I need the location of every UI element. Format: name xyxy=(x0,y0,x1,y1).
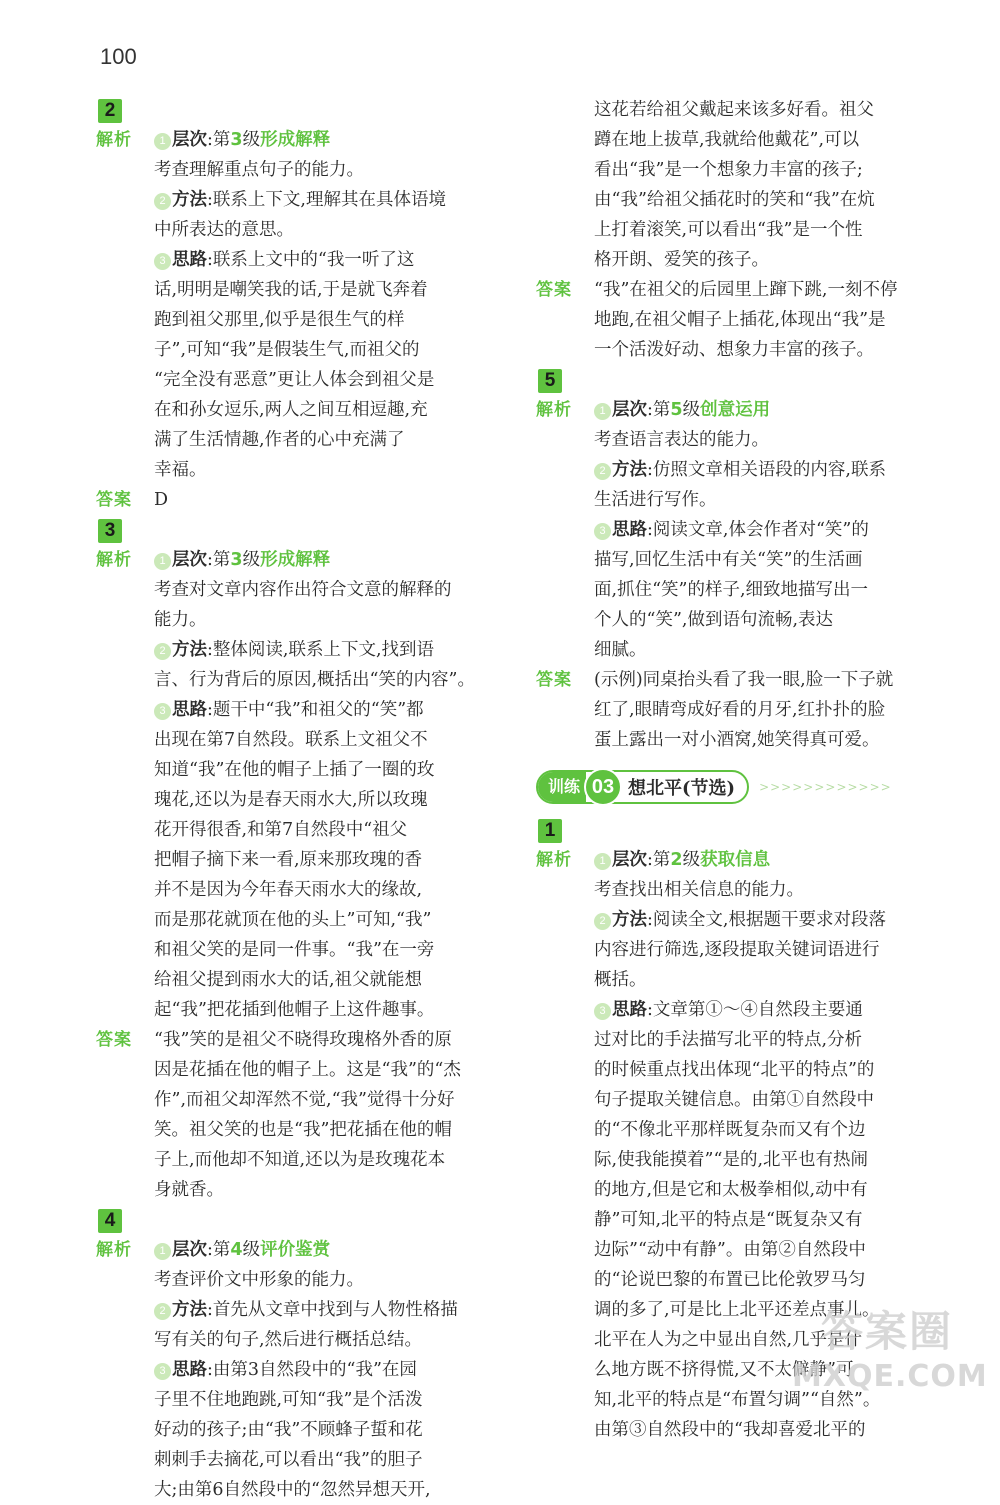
level-number: 5 xyxy=(670,400,683,420)
analysis-line xyxy=(594,485,946,515)
text-line: “我”在祖父的后园里上蹿下跳,一刻不停 xyxy=(594,280,898,300)
line-text: 内容进行筛选,逐段提取关键词语进行 xyxy=(594,940,880,960)
right-column xyxy=(536,95,946,1445)
keyword: 层次 xyxy=(612,400,647,420)
keyword: 方法 xyxy=(172,190,207,210)
line-text: 由第③自然段中的“我却喜爱北平的 xyxy=(594,1420,866,1440)
line-text: 的时候重点找出体现“北平的特点”的 xyxy=(594,1060,875,1080)
step-number-icon: 1 xyxy=(594,403,611,420)
analysis-line xyxy=(154,335,504,365)
line-text: 个人的“笑”,做到语句流畅,表达 xyxy=(594,610,834,630)
answer-tag: 答案 xyxy=(96,490,132,510)
analysis-line xyxy=(154,695,504,725)
level-name: 形成解释 xyxy=(260,130,331,150)
line-text: 满了生活情趣,作者的心中充满了 xyxy=(154,430,405,450)
step-number-icon: 1 xyxy=(154,553,171,570)
analysis-line xyxy=(594,1205,946,1235)
answer-tag: 答案 xyxy=(96,1030,132,1050)
question-number-badge: 2 xyxy=(98,99,122,123)
analysis-line xyxy=(154,995,504,1025)
line-text: 考查理解重点句子的能力。 xyxy=(154,160,364,180)
step-number-icon: 3 xyxy=(594,523,611,540)
analysis-line xyxy=(594,1025,946,1055)
level-name: 创意运用 xyxy=(700,400,771,420)
text-line: 笑。祖父笑的也是“我”把花插在他的帽 xyxy=(154,1120,452,1140)
analysis-line xyxy=(154,1265,504,1295)
question-2 xyxy=(96,95,504,515)
keyword: 思路 xyxy=(612,1000,647,1020)
analysis-line xyxy=(594,1415,946,1445)
question-3 xyxy=(96,515,504,1205)
text-line: 蛋上露出一对小酒窝,她笑得真可爱。 xyxy=(594,730,880,750)
line-text: 写有关的句子,然后进行概括总结。 xyxy=(154,1330,423,1350)
analysis-body xyxy=(154,1235,504,1505)
text-line: 子上,而他却不知道,还以为是玫瑰花本 xyxy=(154,1150,446,1170)
analysis-line xyxy=(594,395,946,425)
analysis-line xyxy=(594,425,946,455)
line-text: 的“不像北平那样既复杂而又有个边 xyxy=(594,1120,866,1140)
analysis-line xyxy=(154,845,504,875)
analysis-line xyxy=(154,125,504,155)
line-text: 调的多了,可是比上北平还差点事儿。 xyxy=(594,1300,880,1320)
level-prefix: :第 xyxy=(207,130,231,150)
step-number-icon: 1 xyxy=(154,133,171,150)
analysis-line xyxy=(154,275,504,305)
analysis-line xyxy=(154,1385,504,1415)
section-number: 03 xyxy=(584,768,622,806)
line-text: 北平在人为之中显出自然,几乎是什 xyxy=(594,1330,863,1350)
text-line: 因是花插在他的帽子上。这是“我”的“杰 xyxy=(154,1060,461,1080)
text-line: 作”,而祖父却浑然不觉,“我”觉得十分好 xyxy=(154,1090,455,1110)
analysis-line xyxy=(154,305,504,335)
keyword: 层次 xyxy=(172,550,207,570)
analysis-line xyxy=(594,605,946,635)
level-prefix: :第 xyxy=(647,400,671,420)
analysis-tag: 解析 xyxy=(96,1240,132,1260)
line-text: 面,抓住“笑”的样子,细致地描写出一 xyxy=(594,580,869,600)
step-number-icon: 1 xyxy=(154,1243,171,1260)
analysis-line xyxy=(154,1415,504,1445)
analysis-line xyxy=(154,1295,504,1325)
answer-body xyxy=(154,485,504,515)
analysis-line xyxy=(154,215,504,245)
level-name: 形成解释 xyxy=(260,550,331,570)
analysis-line xyxy=(594,935,946,965)
question-number-badge: 3 xyxy=(98,519,122,543)
line-text: :整体阅读,联系上下文,找到语 xyxy=(207,640,435,660)
keyword: 层次 xyxy=(612,850,647,870)
line-text: 好动的孩子;由“我”不顾蜂子蜇和花 xyxy=(154,1420,423,1440)
analysis-line xyxy=(154,1475,504,1505)
keyword: 方法 xyxy=(612,910,647,930)
question-5 xyxy=(536,365,946,755)
line-text: 边际”“动中有静”。由第②自然段中 xyxy=(594,1240,866,1260)
analysis-line xyxy=(594,1115,946,1145)
keyword: 方法 xyxy=(612,460,647,480)
analysis-line xyxy=(594,905,946,935)
text-line: 这花若给祖父戴起来该多好看。祖父 xyxy=(594,100,874,120)
line-text: 概括。 xyxy=(594,970,647,990)
analysis-line xyxy=(154,755,504,785)
line-text: 中所表达的意思。 xyxy=(154,220,294,240)
line-text: 句子提取关键信息。由第①自然段中 xyxy=(594,1090,874,1110)
analysis-line xyxy=(594,545,946,575)
line-text: 的“论说巴黎的布置已比伦敦罗马匀 xyxy=(594,1270,866,1290)
analysis-line xyxy=(154,245,504,275)
analysis-tag: 解析 xyxy=(536,850,572,870)
analysis-line xyxy=(594,995,946,1025)
line-text: 言、行为背后的原因,概括出“笑的内容”。 xyxy=(154,670,475,690)
chevron-arrows-icon: >>>>>>>>>>>> xyxy=(759,780,892,794)
analysis-line xyxy=(594,635,946,665)
step-number-icon: 3 xyxy=(154,253,171,270)
analysis-line xyxy=(154,155,504,185)
section-header xyxy=(536,769,946,805)
level-suffix: 级 xyxy=(242,1240,261,1260)
line-text: 描写,回忆生活中有关“笑”的生活画 xyxy=(594,550,863,570)
keyword: 方法 xyxy=(172,640,207,660)
line-text: :由第3自然段中的“我”在园 xyxy=(207,1360,417,1380)
analysis-line xyxy=(154,185,504,215)
line-text: 际,使我能摸着”“是的,北平也有热闹 xyxy=(594,1150,869,1170)
line-text: 出现在第7自然段。联系上文祖父不 xyxy=(154,730,428,750)
level-name: 评价鉴赏 xyxy=(260,1240,331,1260)
text-line: “我”笑的是祖父不晓得玫瑰格外香的原 xyxy=(154,1030,452,1050)
step-number-icon: 3 xyxy=(594,1003,611,1020)
text-line: 蹲在地上拔草,我就给他戴花”,可以 xyxy=(594,130,860,150)
line-text: 考查对文章内容作出符合文意的解释的 xyxy=(154,580,452,600)
analysis-body xyxy=(594,395,946,665)
line-text: :阅读文章,体会作者对“笑”的 xyxy=(647,520,869,540)
line-text: 在和孙女逗乐,两人之间互相逗趣,充 xyxy=(154,400,428,420)
analysis-line xyxy=(594,575,946,605)
analysis-line xyxy=(594,1175,946,1205)
answer-tag: 答案 xyxy=(536,280,572,300)
line-text: 把帽子摘下来一看,原来那玫瑰的香 xyxy=(154,850,423,870)
line-text: 么地方既不挤得慌,又不太僻静”可 xyxy=(594,1360,854,1380)
analysis-line xyxy=(154,455,504,485)
question-number-badge: 5 xyxy=(538,369,562,393)
analysis-tag: 解析 xyxy=(96,130,132,150)
text-line: 身就香。 xyxy=(154,1180,224,1200)
analysis-line xyxy=(594,965,946,995)
line-text: 而是那花就顶在他的头上”可知,“我” xyxy=(154,910,432,930)
analysis-line xyxy=(154,605,504,635)
analysis-body xyxy=(154,545,504,1025)
line-text: :联系上下文,理解其在具体语境 xyxy=(207,190,446,210)
step-number-icon: 2 xyxy=(594,463,611,480)
analysis-line xyxy=(154,1235,504,1265)
analysis-body xyxy=(154,125,504,485)
keyword: 思路 xyxy=(172,1360,207,1380)
analysis-line xyxy=(154,875,504,905)
analysis-line xyxy=(154,665,504,695)
line-text: :阅读全文,根据题干要求对段落 xyxy=(647,910,886,930)
analysis-line xyxy=(594,1085,946,1115)
question-number-badge: 1 xyxy=(538,819,562,843)
step-number-icon: 3 xyxy=(154,703,171,720)
line-text: :题干中“我”和祖父的“笑”都 xyxy=(207,700,424,720)
line-text: 子里不住地跑跳,可知“我”是个活泼 xyxy=(154,1390,423,1410)
analysis-line xyxy=(594,1055,946,1085)
analysis-line xyxy=(154,395,504,425)
line-text: 跑到祖父那里,似乎是很生气的样 xyxy=(154,310,405,330)
text-line: 红了,眼睛弯成好看的月牙,红扑扑的脸 xyxy=(594,700,886,720)
line-text: 考查找出相关信息的能力。 xyxy=(594,880,804,900)
question-number-badge: 4 xyxy=(98,1209,122,1233)
level-suffix: 级 xyxy=(242,130,261,150)
level-number: 2 xyxy=(670,850,683,870)
level-suffix: 级 xyxy=(682,400,701,420)
line-text: 知道“我”在他的帽子上插了一圈的玫 xyxy=(154,760,435,780)
line-text: :联系上文中的“我一听了这 xyxy=(207,250,415,270)
line-text: 幸福。 xyxy=(154,460,207,480)
analysis-line xyxy=(594,1235,946,1265)
level-name: 获取信息 xyxy=(700,850,771,870)
text-line: 看出“我”是一个想象力丰富的孩子; xyxy=(594,160,863,180)
text-line: 格开朗、爱笑的孩子。 xyxy=(594,250,769,270)
text-line: (示例)同桌抬头看了我一眼,脸一下子就 xyxy=(594,670,894,690)
section-label: 训练 xyxy=(538,772,586,802)
level-number: 3 xyxy=(230,550,243,570)
analysis-line xyxy=(154,725,504,755)
line-text: 的地方,但是它和太极拳相似,动中有 xyxy=(594,1180,868,1200)
line-text: 考查评价文中形象的能力。 xyxy=(154,1270,364,1290)
level-prefix: :第 xyxy=(207,1240,231,1260)
analysis-line xyxy=(154,905,504,935)
analysis-line xyxy=(594,845,946,875)
step-number-icon: 3 xyxy=(154,1363,171,1380)
line-text: 花开得很香,和第7自然段中“祖父 xyxy=(154,820,408,840)
question-4 xyxy=(96,1205,504,1505)
analysis-tag: 解析 xyxy=(536,400,572,420)
keyword: 思路 xyxy=(172,700,207,720)
watermark-logo xyxy=(792,1299,988,1419)
line-text: 起“我”把花插到他帽子上这件趣事。 xyxy=(154,1000,435,1020)
analysis-line xyxy=(154,1355,504,1385)
analysis-line xyxy=(154,545,504,575)
level-prefix: :第 xyxy=(207,550,231,570)
answer-tag: 答案 xyxy=(536,670,572,690)
step-number-icon: 2 xyxy=(154,643,171,660)
text-line: 上打着滚笑,可以看出“我”是一个性 xyxy=(594,220,863,240)
line-text: 生活进行写作。 xyxy=(594,490,717,510)
step-number-icon: 2 xyxy=(594,913,611,930)
keyword: 方法 xyxy=(172,1300,207,1320)
line-text: “完全没有恶意”更让人体会到祖父是 xyxy=(154,370,435,390)
keyword: 层次 xyxy=(172,130,207,150)
text-line: 一个活泼好动、想象力丰富的孩子。 xyxy=(594,340,874,360)
analysis-body-continued xyxy=(594,95,946,275)
analysis-line xyxy=(154,785,504,815)
text-line: 由“我”给祖父插花时的笑和“我”在炕 xyxy=(594,190,875,210)
line-text: 考查语言表达的能力。 xyxy=(594,430,769,450)
analysis-line xyxy=(154,965,504,995)
analysis-line xyxy=(594,875,946,905)
analysis-line xyxy=(154,1445,504,1475)
line-text: 给祖父提到雨水大的话,祖父就能想 xyxy=(154,970,423,990)
line-text: 话,明明是嘲笑我的话,于是就飞奔着 xyxy=(154,280,428,300)
line-text: :首先从文章中找到与人物性格描 xyxy=(207,1300,458,1320)
analysis-line xyxy=(154,365,504,395)
line-text: :仿照文章相关语段的内容,联系 xyxy=(647,460,886,480)
keyword: 思路 xyxy=(612,520,647,540)
analysis-line xyxy=(594,515,946,545)
analysis-line xyxy=(594,1265,946,1295)
answer-body xyxy=(154,1025,504,1205)
keyword: 层次 xyxy=(172,1240,207,1260)
line-text: :文章第①～④自然段主要通 xyxy=(647,1000,863,1020)
analysis-line xyxy=(154,815,504,845)
page-number: 100 xyxy=(100,44,137,69)
line-text: 大;由第6自然段中的“忽然异想天开, xyxy=(154,1480,431,1500)
level-suffix: 级 xyxy=(242,550,261,570)
line-text: 子”,可知“我”是假装生气,而祖父的 xyxy=(154,340,420,360)
line-text: 刺刺手去摘花,可以看出“我”的胆子 xyxy=(154,1450,423,1470)
analysis-line xyxy=(594,455,946,485)
section-pill xyxy=(536,770,749,804)
answer-body xyxy=(594,275,946,365)
line-text: 静”可知,北平的特点是“既复杂又有 xyxy=(594,1210,863,1230)
text-line: D xyxy=(154,490,169,510)
line-text: 细腻。 xyxy=(594,640,647,660)
line-text: 知,北平的特点是“布置匀调”“自然”。 xyxy=(594,1390,881,1410)
level-suffix: 级 xyxy=(682,850,701,870)
line-text: 能力。 xyxy=(154,610,207,630)
section-title: 想北平(节选) xyxy=(628,778,736,799)
analysis-tag: 解析 xyxy=(96,550,132,570)
line-text: 并不是因为今年春天雨水大的缘故, xyxy=(154,880,423,900)
analysis-line xyxy=(154,575,504,605)
analysis-line xyxy=(154,935,504,965)
analysis-line xyxy=(154,1325,504,1355)
level-prefix: :第 xyxy=(647,850,671,870)
question-4-continued xyxy=(536,95,946,275)
line-text: 过对比的手法描写北平的特点,分析 xyxy=(594,1030,863,1050)
watermark-title: 答案圈 xyxy=(820,1307,953,1356)
step-number-icon: 2 xyxy=(154,1303,171,1320)
step-number-icon: 1 xyxy=(594,853,611,870)
line-text: 瑰花,还以为是春天雨水大,所以玫瑰 xyxy=(154,790,428,810)
keyword: 思路 xyxy=(172,250,207,270)
analysis-line xyxy=(154,635,504,665)
line-text: 和祖父笑的是同一件事。“我”在一旁 xyxy=(154,940,435,960)
analysis-line xyxy=(154,425,504,455)
level-number: 4 xyxy=(230,1240,243,1260)
text-line: 地跑,在祖父帽子上插花,体现出“我”是 xyxy=(594,310,886,330)
analysis-line xyxy=(594,1145,946,1175)
left-column xyxy=(96,95,504,1505)
answer-body xyxy=(594,665,946,755)
step-number-icon: 2 xyxy=(154,193,171,210)
level-number: 3 xyxy=(230,130,243,150)
watermark-domain: MXQE.COM xyxy=(792,1359,988,1394)
